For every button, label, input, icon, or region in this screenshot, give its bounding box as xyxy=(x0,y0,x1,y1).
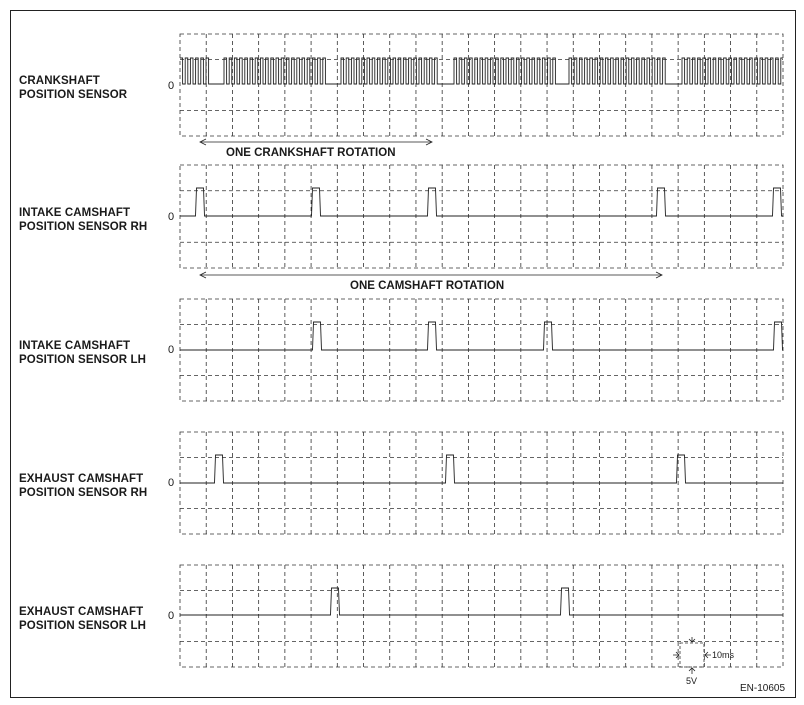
zero-marker-exhaust-lh: 0 xyxy=(168,610,175,622)
time-arrow-right xyxy=(705,652,711,658)
grid-crank xyxy=(180,34,783,136)
grid-border xyxy=(180,165,783,268)
time-division-label: 10ms xyxy=(712,650,735,660)
signal-label-intake-lh: INTAKE CAMSHAFT POSITION SENSOR LH xyxy=(19,340,147,366)
zero-marker-crankshaft: 0 xyxy=(168,80,175,92)
scale-legend xyxy=(673,637,711,674)
rotation-arrows xyxy=(200,139,662,278)
trace-crankshaft xyxy=(180,58,783,84)
voltage-division-label: 5V xyxy=(686,676,698,686)
signal-label-exhaust-rh: EXHAUST CAMSHAFT POSITION SENSOR RH xyxy=(19,473,148,499)
scale-box xyxy=(680,643,704,667)
signal-traces xyxy=(180,58,783,615)
signal-label-crankshaft: CRANKSHAFT POSITION SENSOR xyxy=(19,75,128,101)
camshaft-rotation-arrow xyxy=(200,272,662,278)
crankshaft-rotation-arrow xyxy=(200,139,432,145)
grid-border xyxy=(180,565,783,667)
camshaft-rotation-label: ONE CAMSHAFT ROTATION xyxy=(350,280,505,292)
zero-marker-intake-lh: 0 xyxy=(168,344,175,356)
grid-intake-rh xyxy=(180,165,783,268)
grid-exhaust-lh xyxy=(180,565,783,667)
zero-marker-intake-rh: 0 xyxy=(168,211,175,223)
signal-label-exhaust-lh: EXHAUST CAMSHAFT POSITION SENSOR LH xyxy=(19,606,147,632)
crankshaft-rotation-label: ONE CRANKSHAFT ROTATION xyxy=(226,147,396,159)
trace-exhaust-lh xyxy=(180,588,783,615)
trace-exhaust-rh xyxy=(180,455,783,483)
grid-border xyxy=(180,34,783,136)
trace-intake-rh xyxy=(180,188,783,216)
zero-marker-exhaust-rh: 0 xyxy=(168,477,175,489)
signal-label-intake-rh: INTAKE CAMSHAFT POSITION SENSOR RH xyxy=(19,207,148,233)
trace-intake-lh xyxy=(180,322,783,350)
voltage-arrow-bottom xyxy=(689,668,695,674)
figure-id: EN-10605 xyxy=(740,683,786,694)
scope-grids xyxy=(180,34,783,667)
